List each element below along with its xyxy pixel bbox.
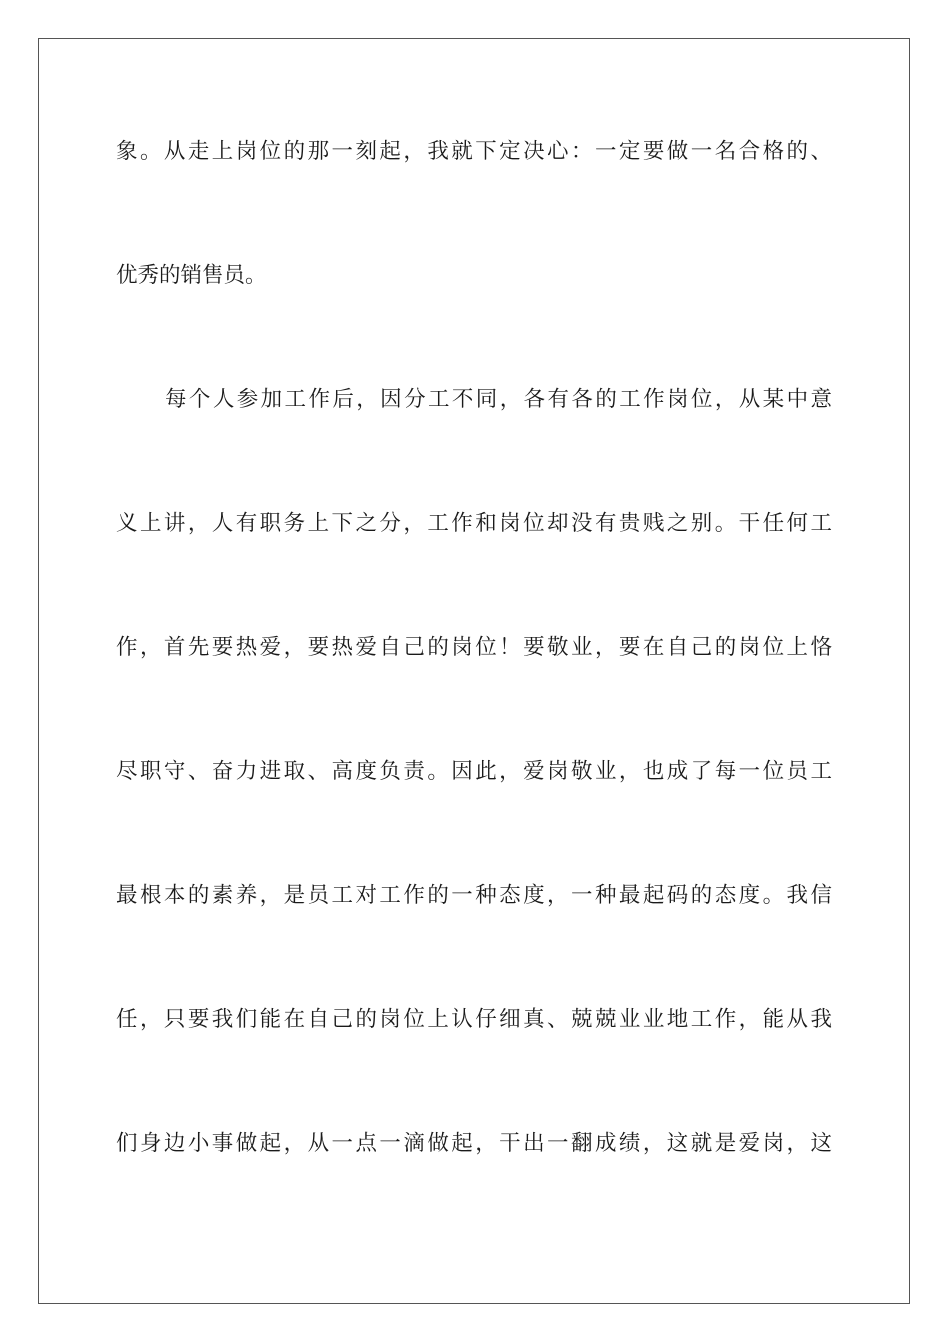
text-line-9: 们身边小事做起，从一点一滴做起，干出一翻成绩，这就是爱岗，这	[116, 1131, 832, 1156]
text-line-3-paragraph-start: 每个人参加工作后，因分工不同，各有各的工作岗位，从某中意	[165, 387, 832, 412]
text-line-5: 作，首先要热爱，要热爱自己的岗位！要敬业，要在自己的岗位上恪	[116, 635, 832, 660]
text-line-6: 尽职守、奋力进取、高度负责。因此，爱岗敬业，也成了每一位员工	[116, 759, 832, 784]
page-border	[38, 38, 910, 1304]
text-line-8: 任，只要我们能在自己的岗位上认仔细真、兢兢业业地工作，能从我	[116, 1007, 832, 1032]
text-line-7: 最根本的素养，是员工对工作的一种态度，一种最起码的态度。我信	[116, 883, 832, 908]
text-line-4: 义上讲，人有职务上下之分，工作和岗位却没有贵贱之别。干任何工	[116, 511, 832, 536]
text-line-2: 优秀的销售员。	[116, 263, 267, 288]
text-line-1: 象。从走上岗位的那一刻起，我就下定决心：一定要做一名合格的、	[116, 139, 832, 164]
